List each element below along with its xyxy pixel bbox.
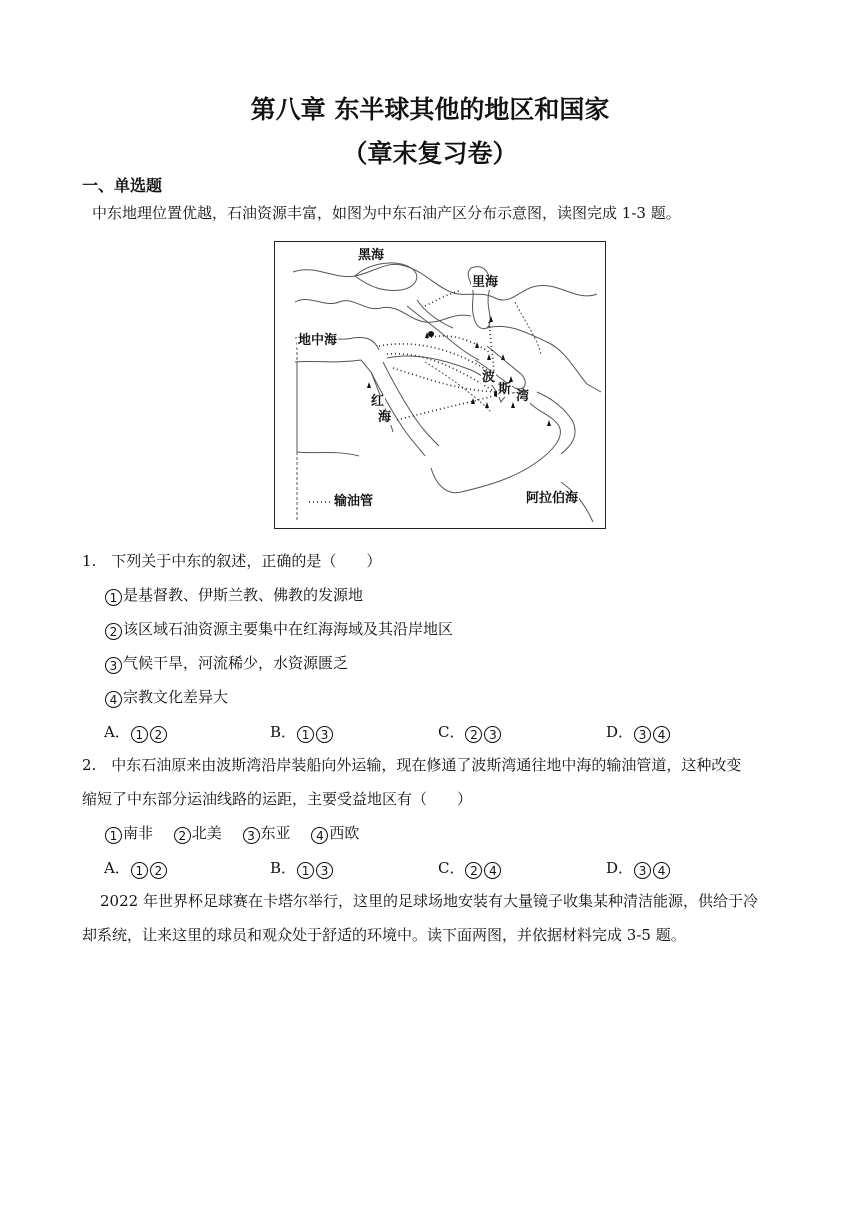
page-title: 第八章 东半球其他的地区和国家 bbox=[250, 95, 610, 124]
map-label-gulf-1: 波 bbox=[482, 370, 496, 385]
q1-option-b[interactable]: B． 1 3 bbox=[270, 721, 334, 743]
q1-option-d[interactable]: D． 3 4 bbox=[606, 721, 671, 743]
q2-option-b[interactable]: B． 1 3 bbox=[270, 857, 334, 879]
map-drawing bbox=[275, 242, 605, 528]
map-label-red-sea-1: 红 bbox=[371, 394, 385, 409]
map-label-red-sea-2: 海 bbox=[378, 410, 392, 425]
intro-paragraph-1: 中东地理位置优越，石油资源丰富，如图为中东石油产区分布示意图，读图完成 1-3 题。 bbox=[92, 204, 681, 222]
map-label-black-sea: 黑海 bbox=[358, 248, 385, 263]
question-2-stem-line-1: 2. 中东石油原来由波斯湾沿岸装船向外运输，现在修通了波斯湾通往地中海的输油管道，这种改变 bbox=[82, 756, 742, 774]
q2-option-d[interactable]: D． 3 4 bbox=[606, 857, 671, 879]
q1-item: 1 是基督教、伊斯兰教、佛教的发源地 bbox=[104, 585, 363, 606]
map-label-gulf-3: 湾 bbox=[516, 389, 530, 404]
intro-paragraph-2-line-2: 却系统，让来这里的球员和观众处于舒适的环境中。读下面两图，并依据材料完成 3-5 题。 bbox=[82, 926, 686, 944]
question-1-stem: 1. 下列关于中东的叙述，正确的是（ ） bbox=[82, 552, 382, 570]
q2-option-a[interactable]: A． 1 2 bbox=[104, 857, 168, 879]
middle-east-oil-map bbox=[274, 241, 606, 529]
map-legend-pipeline: 输油管 bbox=[334, 494, 374, 509]
map-label-gulf-2: 斯 bbox=[498, 382, 512, 397]
map-label-caspian-sea: 里海 bbox=[472, 275, 499, 290]
q2-items: 1 南非 2 北美 3 东亚 4 西欧 bbox=[104, 823, 359, 844]
question-2-stem-line-2: 缩短了中东部分运油线路的运距，主要受益地区有（ ） bbox=[82, 790, 473, 808]
q2-option-c[interactable]: C． 2 4 bbox=[438, 857, 502, 879]
q1-item: 2 该区域石油资源主要集中在红海海域及其沿岸地区 bbox=[104, 619, 453, 640]
page-subtitle: （章末复习卷） bbox=[342, 139, 518, 168]
map-label-mediterranean: 地中海 bbox=[298, 333, 338, 348]
section-heading: 一、单选题 bbox=[82, 176, 163, 195]
map-label-arabian-sea: 阿拉伯海 bbox=[526, 491, 579, 506]
q1-item: 4 宗教文化差异大 bbox=[104, 687, 228, 708]
q1-option-a[interactable]: A． 1 2 bbox=[104, 721, 168, 743]
intro-paragraph-2-line-1: 2022 年世界杯足球赛在卡塔尔举行，这里的足球场地安装有大量镜子收集某种清洁能源，供给于冷 bbox=[100, 892, 758, 910]
q1-option-c[interactable]: C． 2 3 bbox=[438, 721, 502, 743]
q1-item: 3 气候干旱，河流稀少，水资源匮乏 bbox=[104, 653, 348, 674]
